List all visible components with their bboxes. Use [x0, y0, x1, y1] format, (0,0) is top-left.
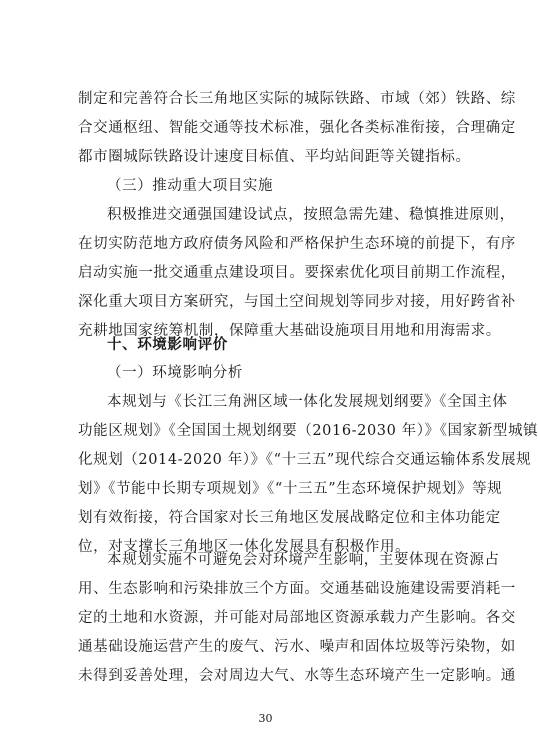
text-line: 深化重大项目方案研究，与国土空间规划等同步对接，用好跨省补 [78, 294, 516, 310]
text-line: 通基础设施运营产生的废气、污水、噪声和固体垃圾等污染物，如 [78, 639, 516, 655]
section-heading-env-analysis [78, 359, 459, 388]
text-line: 在切实防范地方政府债务风险和严格保护生态环境的前提下，有序 [78, 236, 516, 252]
paragraph-plan-links [78, 388, 538, 562]
text-line: 积极推进交通强国建设试点，按照急需先建、稳慎推进原则， [107, 207, 515, 223]
text-line: 划有效衔接，符合国家对长三角地区发展战略定位和主体功能定 [78, 510, 501, 526]
text-line: 本规划实施不可避免会对环境产生影响，主要体现在资源占 [107, 552, 500, 568]
text-line: 位，对支撑长三角地区一体化发展具有积极作用。 [78, 539, 411, 555]
text-line: 充耕地国家统筹机制，保障重大基础设施项目用地和用海需求。 [78, 323, 501, 339]
text-line: 未得到妥善处理，会对周边大气、水等生态环境产生一定影响。通 [78, 668, 516, 684]
paragraph-projects [78, 201, 516, 346]
text-line: 化规划（2014-2020 年）》《“十三五”现代综合交通运输体系发展规 [78, 452, 532, 468]
page-number: 30 [258, 712, 273, 725]
text-line: 划》《节能中长期专项规划》《“十三五”生态环境保护规划》等规 [78, 481, 503, 497]
text-line: 合交通枢纽、智能交通等技术标准，强化各类标准衔接，合理确定 [78, 120, 516, 136]
heading-text: 十、环境影响评价 [107, 336, 228, 353]
text-line: 用、生态影响和污染排放三个方面。交通基础设施建设需要消耗一 [78, 581, 516, 597]
text-line: 功能区规划》《全国国土规划纲要（2016-2030 年）》《国家新型城镇 [78, 423, 538, 439]
text-line: 都市圈城际铁路设计速度目标值、平均站间距等关键指标。 [78, 149, 471, 165]
section-heading-major-projects [78, 172, 459, 201]
heading-text: （一）环境影响分析 [107, 365, 243, 381]
text-line: 本规划与《长江三角洲区域一体化发展规划纲要》《全国主体 [107, 394, 508, 410]
paragraph-impacts [78, 546, 516, 691]
text-line: 定的土地和水资源，并可能对局部地区资源承载力产生影响。各交 [78, 610, 516, 626]
text-line: 启动实施一批交通重点建设项目。要探索优化项目前期工作流程， [78, 265, 516, 281]
text-line: 制定和完善符合长三角地区实际的城际铁路、市域（郊）铁路、综 [78, 91, 516, 107]
chapter-heading-env-eval [78, 330, 459, 359]
paragraph-standards [78, 85, 516, 172]
heading-text: （三）推动重大项目实施 [107, 178, 274, 194]
